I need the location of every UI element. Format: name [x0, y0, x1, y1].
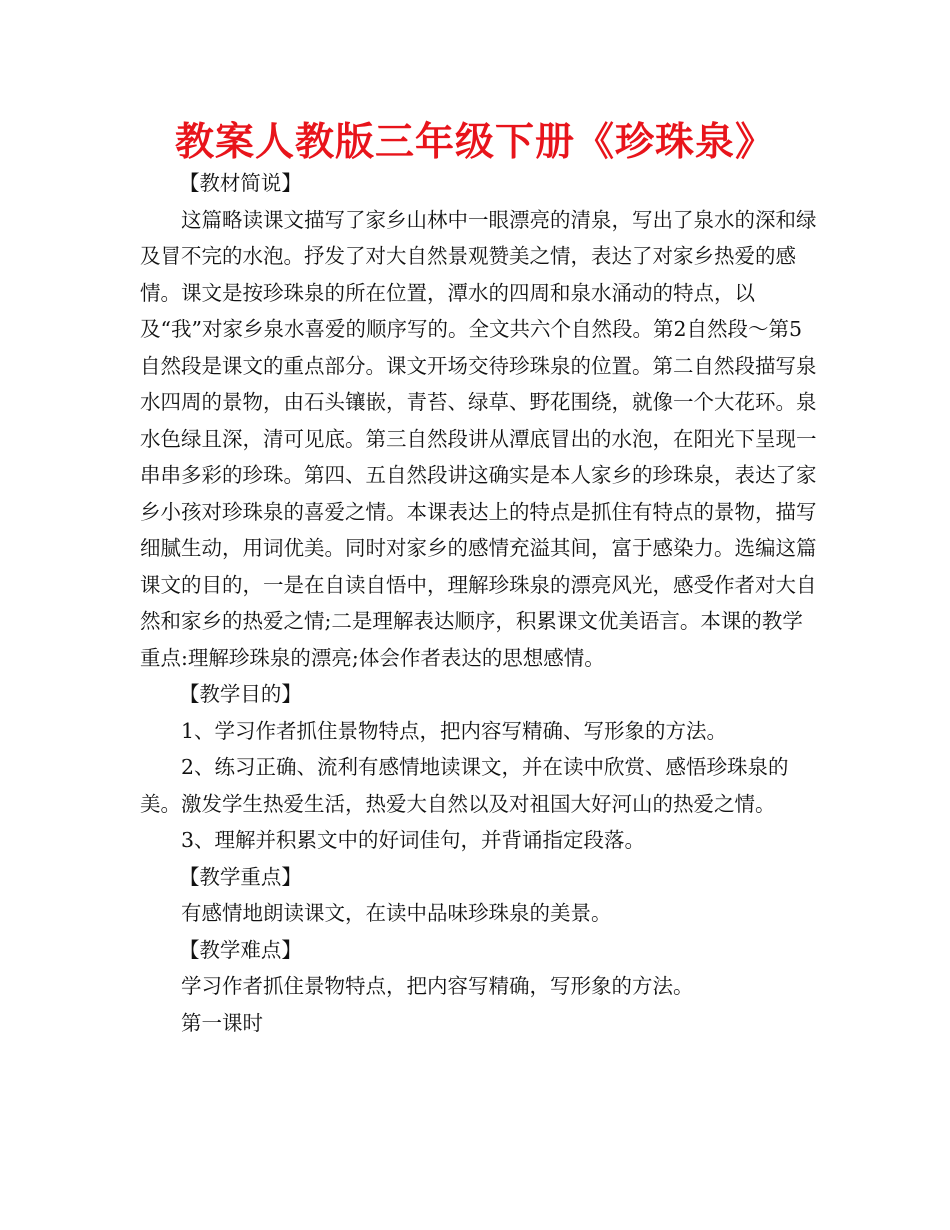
section-heading-key: 【教学重点】	[178, 864, 302, 889]
goal-item-3: 3、理解并积累文中的好词佳句，并背诵指定段落。	[181, 828, 646, 852]
goal-item-1: 1、学习作者抓住景物特点，把内容写精确、写形象的方法。	[181, 718, 728, 743]
section-heading-difficulty: 【教学难点】	[178, 937, 302, 962]
document-title: 教案人教版三年级下册《珍珠泉》	[174, 119, 775, 165]
section-heading-material: 【教材简说】	[178, 171, 302, 195]
material-paragraph: 这篇略读课文描写了家乡山林中一眼漂亮的清泉，写出了泉水的深和绿及冒不完的水泡。抒发了对大自然景观赞美之情，表达了对家乡热爱的感情。课文是按珍珠泉的所在位置，潭水的四周和泉水涌动的特点，以及“我”对家乡泉水喜爱的顺序写的。全文共六个自然段。第2自然段～第5自然段是课文的重点部分。课文开场交待珍珠泉的位置。第二自然段描写泉水四周的景物，由石头镶嵌，青苔、绿草、野花围绕，就像一个大花环。泉水色绿且深，清可见底。第三自然段讲从潭底冒出的水泡，在阳光下呈现一串串多彩的珍珠。第四、五自然段讲这确实是本人家乡的珍珠泉，表达了家乡小孩对珍珠泉的喜爱之情。本课表达上的特点是抓住有特点的景物，描写细腻生动，用词优美。同时对家乡的感情充溢其间，富于感染力。选编这篇课文的目的，一是在自读自悟中，理解珍珠泉的漂亮风光，感受作者对大自然和家乡的热爱之情;二是理解表达顺序，积累课文优美语言。本课的教学重点:理解珍珠泉的漂亮;体会作者表达的思想感情。	[140, 207, 817, 670]
key-paragraph: 有感情地朗读课文，在读中品味珍珠泉的美景。	[181, 901, 612, 925]
difficulty-paragraph: 学习作者抓住景物特点，把内容写精确，写形象的方法。	[181, 974, 694, 998]
goal-item-2: 2、练习正确、流利有感情地读课文，并在读中欣赏、感悟珍珠泉的美。激发学生热爱生活，热爱大自然以及对祖国大好河山的热爱之情。	[140, 755, 789, 816]
lesson-label: 第一课时	[181, 1010, 263, 1035]
document-body	[140, 165, 820, 1041]
section-heading-goals: 【教学目的】	[178, 682, 302, 706]
